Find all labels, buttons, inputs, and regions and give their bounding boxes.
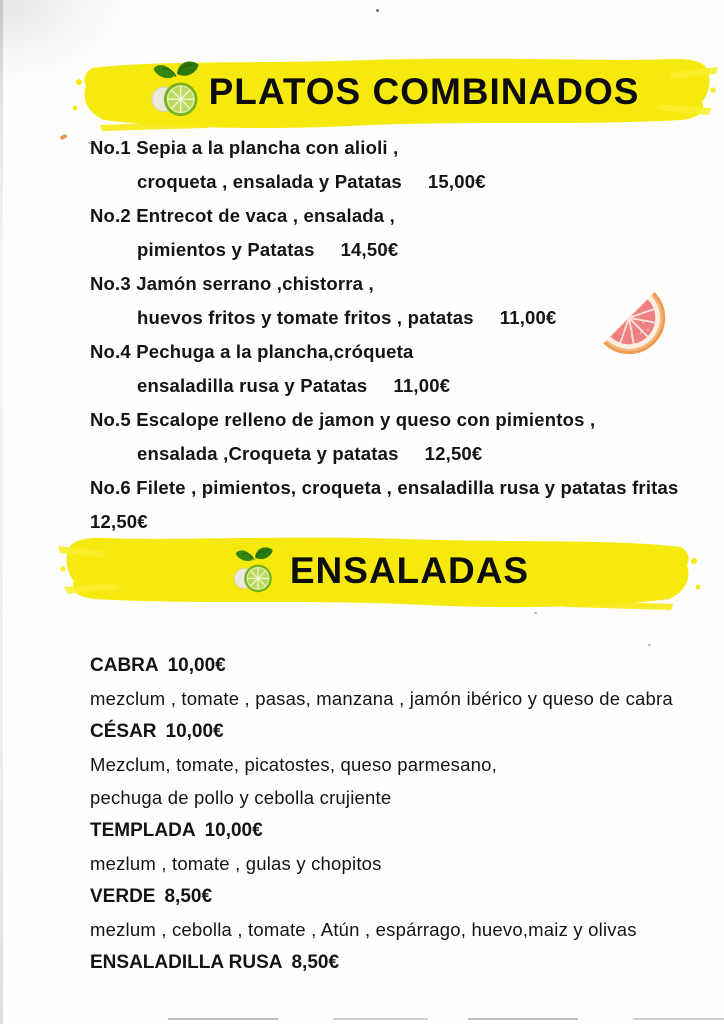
menu-item-no1 bbox=[90, 138, 718, 192]
salad-price: 8,50€ bbox=[291, 952, 340, 973]
salad-name: ENSALADILLA RUSA bbox=[90, 952, 283, 973]
menu-item-detail-line bbox=[90, 240, 718, 260]
menu-item-no2 bbox=[90, 206, 718, 260]
salad-name-line bbox=[90, 880, 718, 913]
scan-bottom-line bbox=[168, 1018, 724, 1020]
menu-item-no6 bbox=[90, 478, 718, 532]
salad-description: mezlum , cebolla , tomate , Atún , espárrago, huevo,maiz y olivas bbox=[90, 919, 637, 940]
menu-item-price: 15,00€ bbox=[427, 171, 486, 192]
menu-item-price: 12,50€ bbox=[424, 443, 483, 464]
lime-mint-icon bbox=[149, 57, 205, 121]
header-content bbox=[70, 52, 718, 132]
salad-name: CABRA bbox=[90, 655, 159, 676]
menu-item-detail: huevos fritos y tomate fritos , patatas bbox=[137, 307, 474, 328]
salad-name-line bbox=[90, 946, 718, 979]
salad-price: 10,00€ bbox=[167, 655, 226, 676]
scan-speck bbox=[534, 612, 537, 614]
menu-item-no5 bbox=[90, 410, 718, 464]
section-title-ensaladas: ENSALADAS bbox=[289, 550, 530, 591]
header-content bbox=[58, 531, 703, 611]
grapefruit-slice-image bbox=[582, 266, 676, 366]
section-header-platos-combinados bbox=[70, 52, 718, 132]
menu-item-detail: ensaladilla rusa y Patatas bbox=[137, 375, 368, 396]
scan-speck bbox=[376, 9, 379, 12]
menu-item-name: No.5 Escalope relleno de jamon y queso con pimientos , bbox=[90, 409, 596, 430]
menu-item-name: No.3 Jamón serrano ,chistorra , bbox=[90, 273, 374, 294]
menu-item-name: No.1 Sepia a la plancha con alioli , bbox=[90, 137, 399, 158]
menu-item-name: No.2 Entrecot de vaca , ensalada , bbox=[90, 205, 395, 226]
menu-item-detail-line bbox=[90, 172, 718, 192]
salad-price: 10,00€ bbox=[165, 721, 224, 742]
salad-name: CÉSAR bbox=[90, 721, 157, 742]
scan-speck bbox=[59, 134, 67, 141]
salad-price: 10,00€ bbox=[204, 820, 263, 841]
menu-item-name: No.4 Pechuga a la plancha,cróqueta bbox=[90, 341, 414, 362]
scan-speck bbox=[648, 644, 651, 646]
section-title-platos: PLATOS COMBINADOS bbox=[208, 71, 640, 112]
menu-item-detail: pimientos y Patatas bbox=[137, 239, 315, 260]
scan-edge bbox=[0, 0, 3, 1024]
menu-item-detail: croqueta , ensalada y Patatas bbox=[137, 171, 402, 192]
section-header-ensaladas bbox=[58, 531, 703, 611]
menu-item-price: 11,00€ bbox=[393, 375, 451, 396]
menu-item-detail-line bbox=[90, 376, 718, 396]
lime-mint-icon bbox=[232, 544, 278, 596]
menu-item-price: 11,00€ bbox=[499, 307, 557, 328]
salad-description: Mezclum, tomate, picatostes, queso parmesano, bbox=[90, 754, 497, 775]
menu-item-detail: ensalada ,Croqueta y patatas bbox=[137, 443, 399, 464]
menu-item-detail-line bbox=[90, 444, 718, 464]
salad-name-line bbox=[90, 814, 718, 847]
salad-name-line bbox=[90, 649, 718, 682]
salad-price: 8,50€ bbox=[164, 886, 213, 907]
salad-name: TEMPLADA bbox=[90, 820, 196, 841]
salad-name-line bbox=[90, 715, 718, 748]
menu-item-name: No.6 Filete , pimientos, croqueta , ensaladilla rusa y patatas fritas bbox=[90, 477, 679, 498]
salad-description: mezlum , tomate , gulas y chopitos bbox=[90, 853, 382, 874]
salad-description: pechuga de pollo y cebolla crujiente bbox=[90, 787, 392, 808]
menu-item-price: 12,50€ bbox=[90, 511, 148, 532]
menu-item-price: 14,50€ bbox=[340, 239, 399, 260]
ensaladas-list bbox=[90, 649, 718, 979]
salad-description: mezclum , tomate , pasas, manzana , jamón ibérico y queso de cabra bbox=[90, 688, 673, 709]
salad-name: VERDE bbox=[90, 886, 156, 907]
